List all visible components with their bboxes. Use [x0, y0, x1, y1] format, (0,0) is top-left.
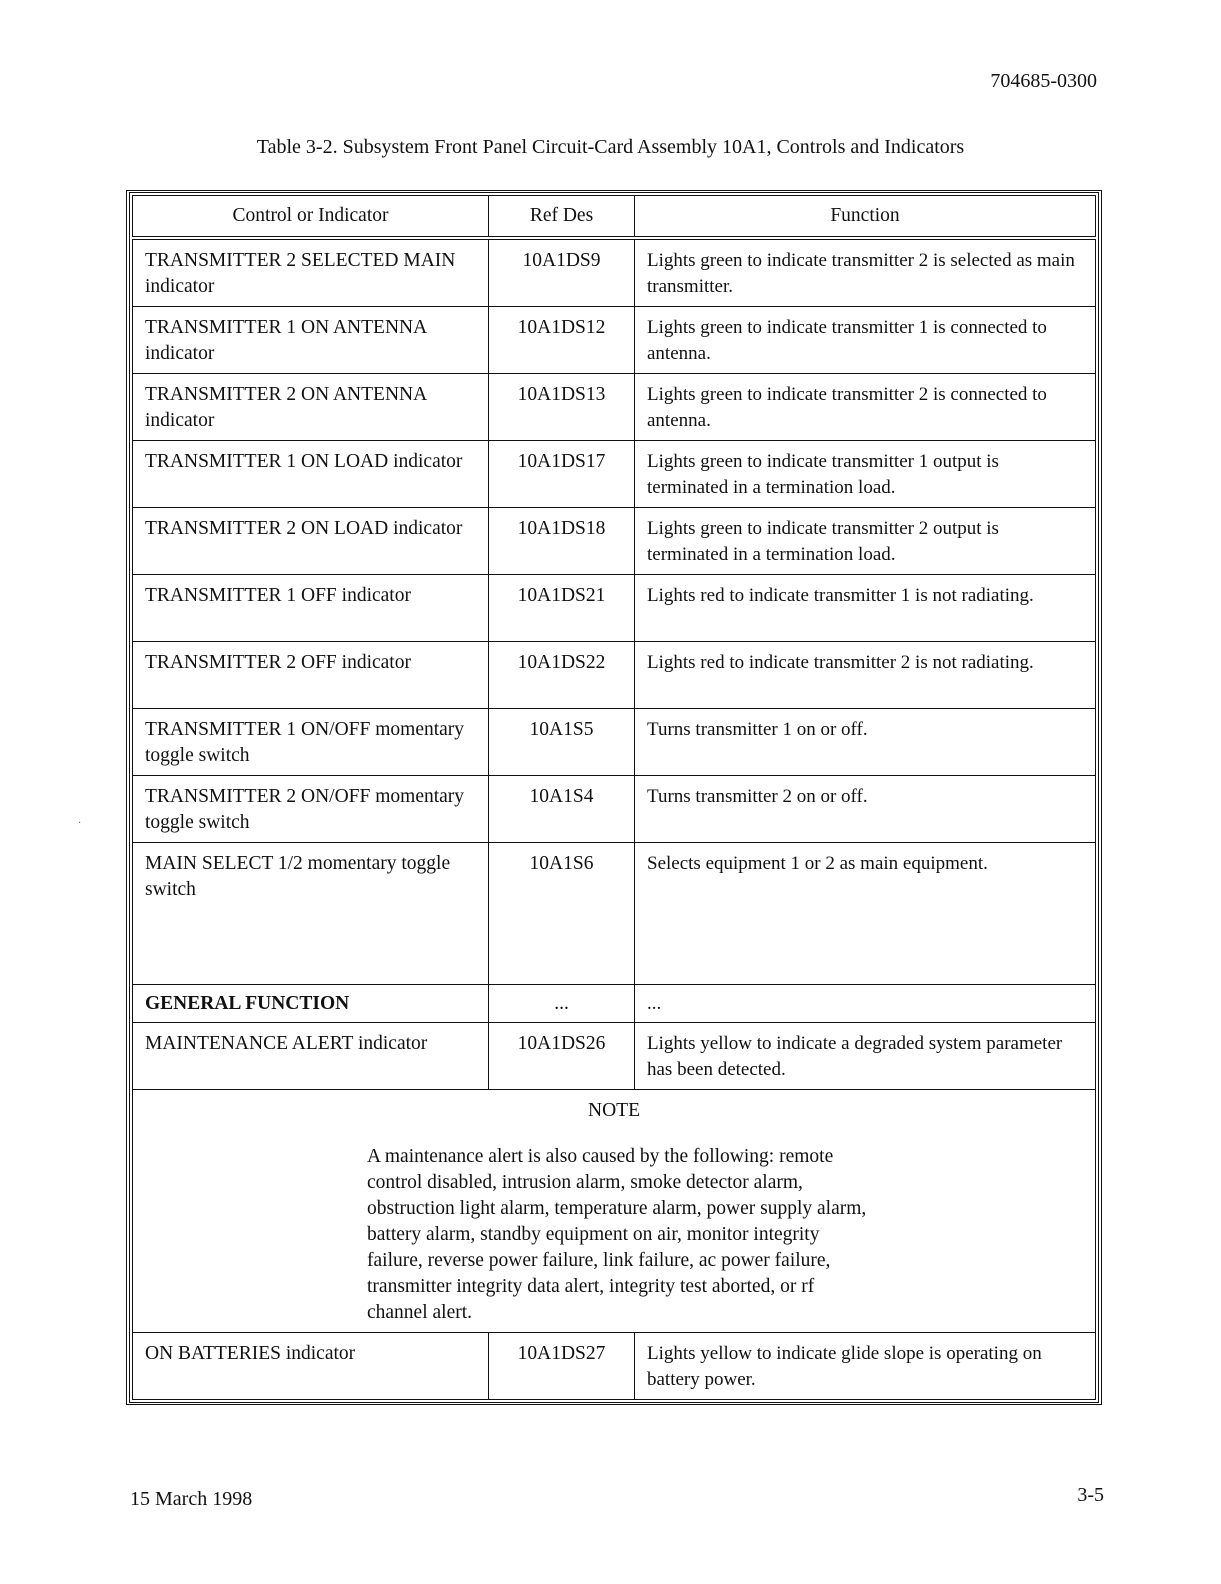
table-row — [133, 238, 1096, 307]
note-cell — [133, 1090, 1096, 1333]
table-row — [133, 1023, 1096, 1090]
footer-date: 15 March 1998 — [130, 1488, 253, 1510]
control-cell: TRANSMITTER 1 ON ANTENNA indicator — [133, 307, 489, 374]
note-row — [133, 1090, 1096, 1333]
function-cell: Lights green to indicate transmitter 1 output is terminated in a termination load. — [635, 441, 1096, 508]
ref-des-cell: 10A1DS9 — [489, 238, 635, 307]
function-cell: Lights yellow to indicate a degraded system parameter has been detected. — [635, 1023, 1096, 1090]
table-row — [133, 843, 1096, 985]
function-cell: Lights green to indicate transmitter 2 output is terminated in a termination load. — [635, 508, 1096, 575]
column-header-control: Control or Indicator — [133, 196, 489, 239]
note-text: A maintenance alert is also caused by the following: remote control disabled, intrusion alarm, smoke detector alarm, obstruction light alarm, temperature alarm, power supply alarm, battery alarm, standby equipment on air, monitor integrity failure, reverse power failure, link failure, ac power failure, transmitter integrity data alert, integrity test aborted, or rf channel alert. — [367, 1146, 867, 1323]
ref-des-cell: 10A1DS12 — [489, 307, 635, 374]
section-function: ... — [635, 985, 1096, 1023]
column-header-function: Function — [635, 196, 1096, 239]
ref-des-cell: 10A1DS21 — [489, 575, 635, 642]
control-cell: TRANSMITTER 2 SELECTED MAIN indicator — [133, 238, 489, 307]
function-cell: Lights yellow to indicate glide slope is operating on battery power. — [635, 1333, 1096, 1400]
page-number: 3-5 — [1077, 1484, 1104, 1506]
table-row — [133, 709, 1096, 776]
control-cell: TRANSMITTER 1 OFF indicator — [133, 575, 489, 642]
function-cell: Lights green to indicate transmitter 1 is connected to antenna. — [635, 307, 1096, 374]
table-row — [133, 776, 1096, 843]
table-caption: Table 3-2. Subsystem Front Panel Circuit-Card Assembly 10A1, Controls and Indicators — [256, 136, 965, 158]
section-title: GENERAL FUNCTION — [133, 985, 489, 1023]
ref-des-cell: 10A1DS26 — [489, 1023, 635, 1090]
ref-des-cell: 10A1S5 — [489, 709, 635, 776]
control-cell: TRANSMITTER 2 OFF indicator — [133, 642, 489, 709]
table-row — [133, 441, 1096, 508]
ref-des-cell: 10A1DS17 — [489, 441, 635, 508]
control-cell: MAINTENANCE ALERT indicator — [133, 1023, 489, 1090]
table-row — [133, 307, 1096, 374]
ref-des-cell: 10A1DS13 — [489, 374, 635, 441]
ref-des-cell: 10A1S6 — [489, 843, 635, 985]
ref-des-cell: 10A1DS22 — [489, 642, 635, 709]
control-cell: TRANSMITTER 2 ON ANTENNA indicator — [133, 374, 489, 441]
table-row — [133, 575, 1096, 642]
document-number: 704685-0300 — [990, 70, 1097, 92]
ref-des-cell: 10A1DS18 — [489, 508, 635, 575]
function-cell: Lights green to indicate transmitter 2 is connected to antenna. — [635, 374, 1096, 441]
function-cell: Lights green to indicate transmitter 2 is selected as main transmitter. — [635, 238, 1096, 307]
table-row — [133, 642, 1096, 709]
control-cell: ON BATTERIES indicator — [133, 1333, 489, 1400]
function-cell: Turns transmitter 1 on or off. — [635, 709, 1096, 776]
column-header-ref-des: Ref Des — [489, 196, 635, 239]
table-header-row — [133, 196, 1096, 239]
ref-des-cell: 10A1S4 — [489, 776, 635, 843]
control-cell: TRANSMITTER 1 ON/OFF momentary toggle switch — [133, 709, 489, 776]
function-cell: Lights red to indicate transmitter 1 is not radiating. — [635, 575, 1096, 642]
function-cell: Turns transmitter 2 on or off. — [635, 776, 1096, 843]
table-row — [133, 1333, 1096, 1400]
control-cell: TRANSMITTER 2 ON/OFF momentary toggle switch — [133, 776, 489, 843]
table-row — [133, 374, 1096, 441]
note-heading: NOTE — [588, 1100, 640, 1121]
section-ref-des: ... — [489, 985, 635, 1023]
function-cell: Selects equipment 1 or 2 as main equipment. — [635, 843, 1096, 985]
ref-des-cell: 10A1DS27 — [489, 1333, 635, 1400]
controls-indicators-table — [126, 190, 1102, 1405]
table-row — [133, 508, 1096, 575]
function-cell: Lights red to indicate transmitter 2 is not radiating. — [635, 642, 1096, 709]
section-row — [133, 985, 1096, 1023]
control-cell: TRANSMITTER 1 ON LOAD indicator — [133, 441, 489, 508]
scan-speck: · — [78, 818, 82, 829]
control-cell: MAIN SELECT 1/2 momentary toggle switch — [133, 843, 489, 985]
control-cell: TRANSMITTER 2 ON LOAD indicator — [133, 508, 489, 575]
